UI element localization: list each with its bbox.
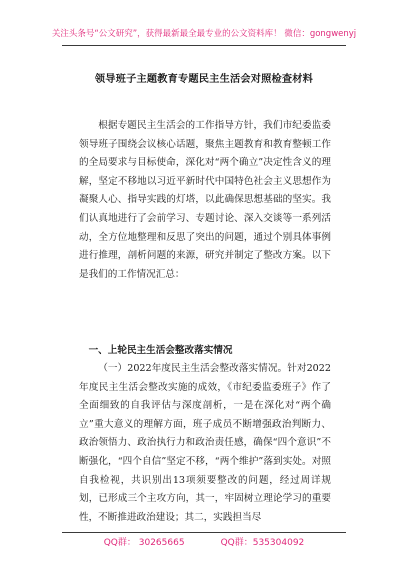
header-promo-note: 关注头条号“公文研究”，获得最新最全最专业的公文资料库！ 微信：gongwenyj: [51, 29, 357, 39]
section-paragraph: （一）2022年度民主生活会整改落实情况。针对2022年度民主生活会整改实施的成效，《市纪委监委班子》作了全面细致的自我评估与深度剖析，一是在深化对“两个确立”重大意义的理解方面，班子成员不断增强政治判断力、政治领悟力、政治执行力和政治责任感，确保“四个意识”不断强化，“四个自信”坚定不移，“两个维护”落到实处。对照自我检视，共识别出13项须要整改的问题，经过周详规划，已形成三个主攻方向，其一，牢固树立理论学习的重要性，不断推进政治建设；其二，实践担当尽: [79, 363, 331, 523]
document-title: 领导班子主题教育专题民主生活会对照检查材料: [94, 73, 314, 85]
section-heading: 一、上轮民主生活会整改落实情况: [88, 345, 233, 356]
footer-divider: [62, 532, 346, 533]
footer-qq-groups: [0, 535, 408, 548]
footer-qq-group-2: QQ群：535304092: [220, 538, 305, 548]
footer-qq-group-1: QQ群： 30265665: [103, 538, 185, 548]
intro-paragraph: 根据专题民主生活会的工作指导方针，我们市纪委监委领导班子围绕会议核心话题，聚焦主题教育和教育整顿工作的全局要求与目标使命，深化对“两个确立”决定性含义的理解，坚定不移地以习近平新时代中国特色社会主义思想作为凝聚人心、指导实践的灯塔，以此确保思想基础的坚实。我们认真地进行了会前学习、专题讨论、深入交谈等一系列活动，全方位地整理和反思了突出的问题，通过个别具体事例进行推理，剖析问题的来源，研究并制定了整改方案。以下是我们的工作情况汇总：: [79, 120, 331, 280]
header-divider: [62, 45, 346, 46]
